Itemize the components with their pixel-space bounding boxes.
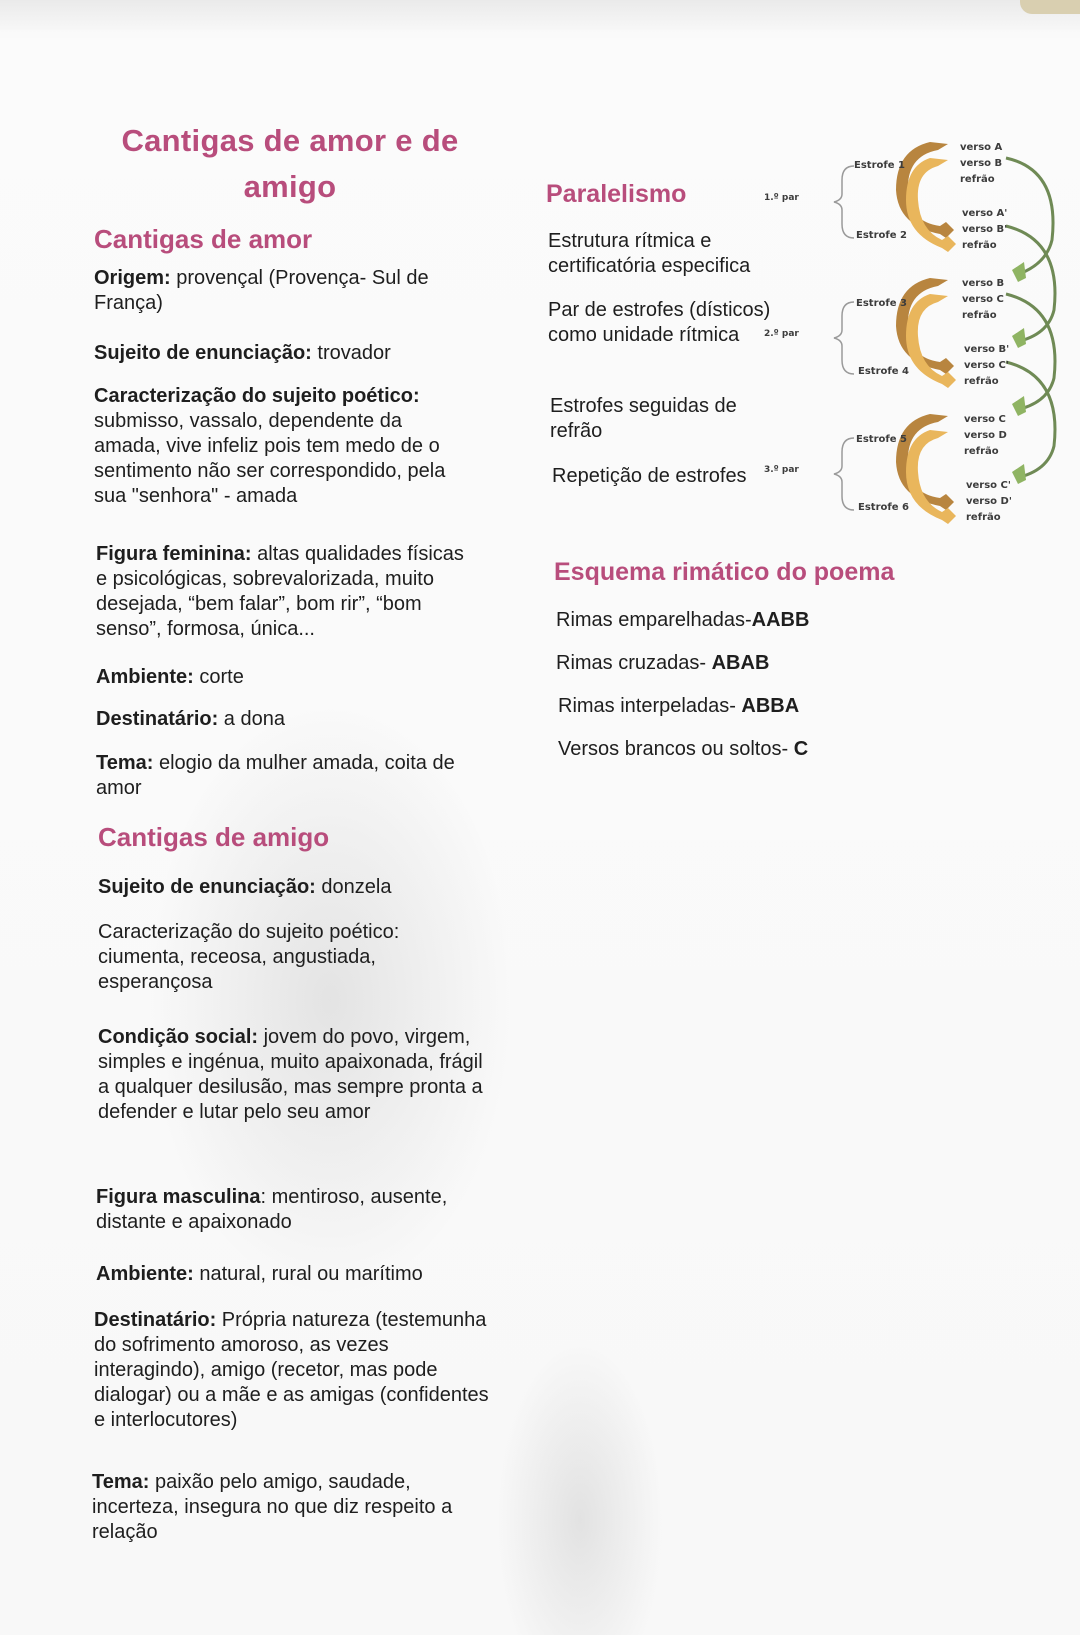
refrao-label: refrão <box>960 174 995 185</box>
diagram-arrows <box>770 130 1070 550</box>
amigo-condicao-social: Condição social: jovem do povo, virgem, simples e ingénua, muito apaixonada, frágil a qualquer desilusão, mas sempre pronta a defender e lutar pelo seu amor <box>98 1026 483 1123</box>
page-title: Cantigas de amor e de amigo <box>121 123 459 204</box>
section-heading-paralelismo: Paralelismo <box>546 180 687 208</box>
estrofe-label: Estrofe 5 <box>856 434 907 445</box>
verso-label: verso C <box>962 294 1004 305</box>
amigo-caracterizacao: Caracterização do sujeito poético: ciumenta, receosa, angustiada, esperançosa <box>98 921 400 993</box>
amor-origem: Origem: provençal (Provença- Sul de França) <box>94 267 429 314</box>
amor-ambiente: Ambiente: corte <box>96 666 244 688</box>
refrao-label: refrão <box>966 512 1001 523</box>
rima-item: Rimas cruzadas- ABAB <box>556 652 770 674</box>
section-heading-amigo: Cantigas de amigo <box>98 822 330 852</box>
verso-label: verso C <box>964 414 1006 425</box>
pair-label: 3.º par <box>764 465 799 475</box>
refrao-label: refrão <box>964 376 999 387</box>
paralelismo-item: Repetição de estrofes <box>552 465 747 487</box>
verso-label: verso B <box>960 158 1003 169</box>
verso-label: verso D <box>964 430 1007 441</box>
estrofe-label: Estrofe 2 <box>856 230 907 241</box>
green-arrows <box>1006 158 1055 478</box>
amor-destinatario: Destinatário: a dona <box>96 708 285 730</box>
pair-label: 1.º par <box>764 193 799 203</box>
verso-label: verso A' <box>962 208 1008 219</box>
verso-label: verso A <box>960 142 1003 153</box>
amigo-sujeito: Sujeito de enunciação: donzela <box>98 876 392 898</box>
amigo-destinatario: Destinatário: Própria natureza (testemunha do sofrimento amoroso, as vezes interagindo), amigo (recetor, mas pode dialogar) ou a mãe e as amigas (confidentes e interlocutores) <box>94 1309 489 1431</box>
rima-item: Rimas interpeladas- ABBA <box>558 695 800 717</box>
paralelismo-item: Estrofes seguidas de refrão <box>550 395 737 442</box>
verso-label: verso D' <box>966 496 1012 507</box>
paralelismo-item: Estrutura rítmica e certificatória especifica <box>548 230 751 277</box>
amor-caracterizacao: Caracterização do sujeito poético: submisso, vassalo, dependente da amada, vive infeliz pois tem medo de o sentimento não ser correspondido, pela sua "senhora" - amada <box>94 385 446 507</box>
amor-figura-feminina: Figura feminina: altas qualidades físicas e psicológicas, sobrevalorizada, muito desejada, “bem falar”, bom rir”, “bom senso”, formosa, única... <box>96 543 464 640</box>
amor-tema: Tema: elogio da mulher amada, coita de amor <box>96 752 455 799</box>
estrofe-label: Estrofe 3 <box>856 298 907 309</box>
paralelismo-item: Par de estrofes (dísticos) como unidade rítmica <box>548 299 771 346</box>
refrao-label: refrão <box>962 310 997 321</box>
amigo-tema: Tema: paixão pelo amigo, saudade, incerteza, insegura no que diz respeito a relação <box>92 1471 453 1543</box>
estrofe-label: Estrofe 1 <box>854 160 905 171</box>
pair-label: 2.º par <box>764 329 799 339</box>
refrao-label: refrão <box>962 240 997 251</box>
brace-icon <box>834 166 854 510</box>
estrofe-label: Estrofe 4 <box>858 366 909 377</box>
estrofe-label: Estrofe 6 <box>858 502 909 513</box>
rima-item: Rimas emparelhadas-AABB <box>556 609 810 631</box>
rima-item: Versos brancos ou soltos- C <box>558 738 809 760</box>
page-corner-fold <box>1020 0 1080 14</box>
page-top-edge <box>0 0 1080 30</box>
verso-label: verso B' <box>962 224 1008 235</box>
verso-label: verso B <box>962 278 1005 289</box>
orange-arrows <box>896 142 956 524</box>
paralelismo-diagram <box>764 130 1070 550</box>
verso-label: verso C' <box>964 360 1009 371</box>
refrao-label: refrão <box>964 446 999 457</box>
verso-label: verso C' <box>966 480 1011 491</box>
amor-sujeito: Sujeito de enunciação: trovador <box>94 342 391 364</box>
section-heading-esquema: Esquema rimático do poema <box>554 558 895 586</box>
verso-label: verso B' <box>964 344 1010 355</box>
amigo-ambiente: Ambiente: natural, rural ou marítimo <box>96 1263 423 1285</box>
section-heading-amor: Cantigas de amor <box>94 224 313 254</box>
amigo-figura-masculina: Figura masculina: mentiroso, ausente, distante e apaixonado <box>96 1186 448 1233</box>
